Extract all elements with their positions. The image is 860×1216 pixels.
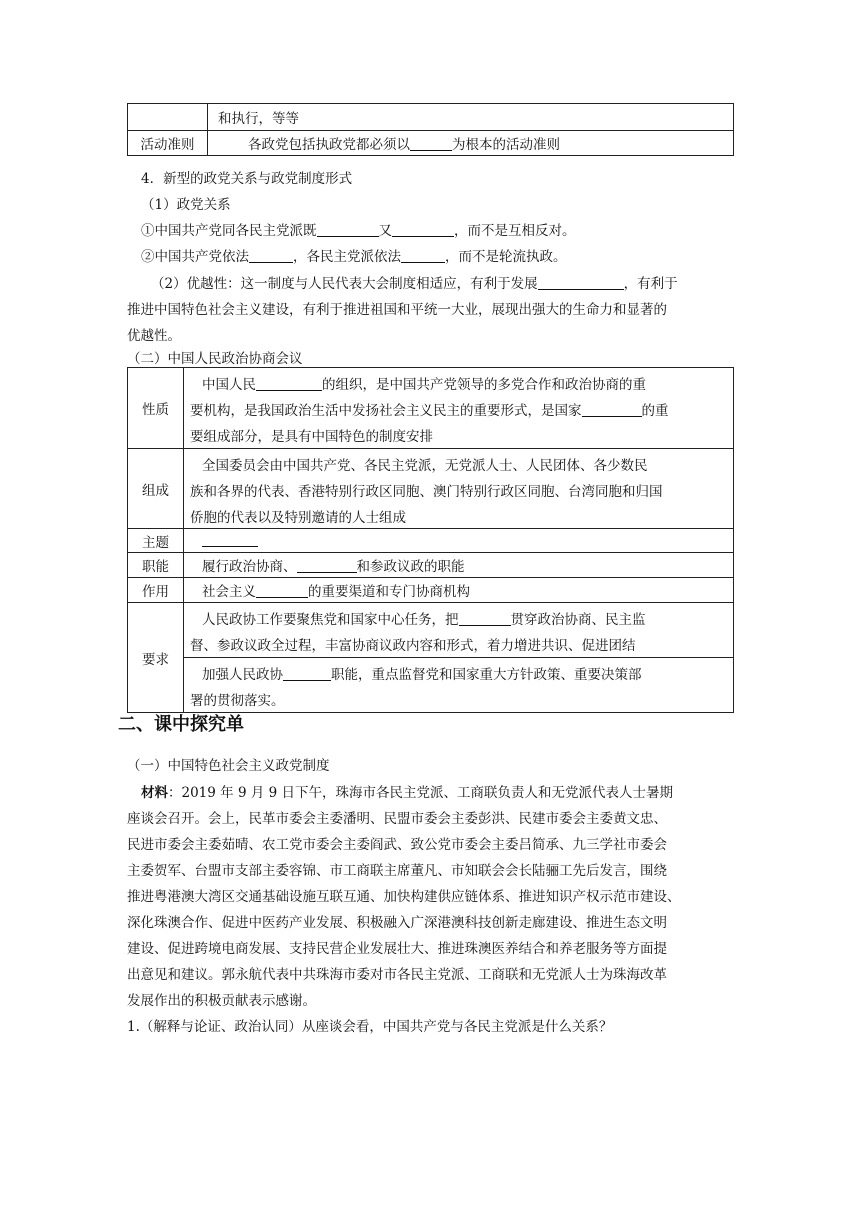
zucheng-text: 全国委员会由中国共产党、各民主党派，无党派人士、人民团体、各少数民 <box>202 458 648 474</box>
top-table-row2-text-b: 为根本的活动准则 <box>452 137 560 153</box>
fill-blank <box>392 223 454 237</box>
yaoqiu-text: 署的贯彻落实。 <box>190 693 285 709</box>
yaoqiu-text: 督、参政议政全过程，丰富协商议政内容和形式，着力增进共识、促进团结 <box>190 638 636 654</box>
material-text: ：2019 年 9 月 9 日下午，珠海市各民主党派、工商联负责人和无党派代表人士暑期 <box>168 785 673 801</box>
item1-text-b: 又 <box>378 223 392 239</box>
top-table-row2-content <box>208 131 734 156</box>
material-line: 民进市委会主委茹晴、农工党市委会主委阎武、致公党市委会主委吕简承、九三学社市委会 <box>127 837 667 853</box>
row-content-zucheng <box>184 449 734 529</box>
row-content-zhineng <box>184 553 734 578</box>
zuoyong-text: 社会主义 <box>202 584 256 600</box>
fill-blank <box>256 584 308 598</box>
row-label-zucheng: 组成 <box>128 449 184 529</box>
item2-text-b: ，各民主党派依法 <box>293 249 401 265</box>
fill-blank <box>256 377 322 391</box>
cppcc-heading: （二）中国人民政治协商会议 <box>127 351 303 367</box>
material-line-1 <box>141 781 673 801</box>
section4-item1 <box>141 219 576 239</box>
top-table-row2-text-a: 各政党包括执政党都必须以 <box>248 137 410 153</box>
top-table-row1-text: 和执行，等等 <box>208 104 734 131</box>
section4-sub2-line1 <box>151 272 678 292</box>
fill-blank <box>538 276 624 290</box>
fill-blank <box>249 249 293 263</box>
section4-item2 <box>141 245 567 265</box>
question-1: 1.（解释与论证、政治认同）从座谈会看，中国共产党与各民主党派是什么关系？ <box>127 1019 613 1035</box>
section4-sub2-line3: 优越性。 <box>127 328 181 344</box>
part2-title: 二、课中探究单 <box>118 714 244 735</box>
sub2-text-a: （2）优越性：这一制度与人民代表大会制度相适应，有利于发展 <box>151 276 538 292</box>
material-line: 出意见和建议。郭永航代表中共珠海市委对市各民主党派、工商联和无党派人士为珠海改革 <box>127 967 667 983</box>
zhineng-text: 和参政议政的职能 <box>356 559 465 575</box>
section4-sub1: （1）政党关系 <box>141 197 231 213</box>
item1-text-a: ①中国共产党同各民主党派既 <box>141 223 317 239</box>
row-label-yaoqiu: 要求 <box>128 603 184 713</box>
fill-blank <box>202 533 258 547</box>
material-label: 材料 <box>141 785 168 801</box>
sub2-text-b: ，有利于 <box>623 276 678 292</box>
fill-blank <box>401 249 445 263</box>
fill-blank <box>459 612 511 626</box>
fill-blank <box>317 223 379 237</box>
top-table-empty-cell <box>128 104 208 131</box>
fill-blank <box>410 137 452 151</box>
cppcc-table <box>127 367 734 713</box>
zucheng-text: 族和各界的代表、香港特别行政区同胞、澳门特别行政区同胞、台湾同胞和归国 <box>190 484 663 500</box>
fill-blank <box>297 559 357 573</box>
xingzhi-text: 要机构，是我国政治生活中发扬社会主义民主的重要形式，是国家 <box>190 403 582 419</box>
part2-sub: （一）中国特色社会主义政党制度 <box>127 758 330 774</box>
material-line: 建设、促进跨境电商发展、支持民营企业发展壮大、推进珠澳医养结合和养老服务等方面提 <box>127 941 667 957</box>
row-content-yaoqiu-1 <box>184 603 734 658</box>
row-content-zhuti <box>184 529 734 553</box>
section4-sub2-line2: 推进中国特色社会主义建设，有利于推进祖国和平统一大业，展现出强大的生命力和显著的 <box>127 302 667 318</box>
fill-blank <box>582 403 642 417</box>
material-line: 深化珠澳合作、促进中医药产业发展、积极融入广深港澳科技创新走廊建设、推进生态文明 <box>127 915 667 931</box>
top-table-row2-label: 活动准则 <box>128 131 208 156</box>
top-table <box>127 103 734 156</box>
row-label-zuoyong: 作用 <box>128 578 184 603</box>
row-content-xingzhi <box>184 368 734 449</box>
yaoqiu-text: 职能，重点监督党和国家重大方针政策、重要决策部 <box>331 667 642 683</box>
fill-blank <box>283 667 331 681</box>
zuoyong-text: 的重要渠道和专门协商机构 <box>308 584 470 600</box>
material-line: 主委贺军、台盟市支部主委容锦、市工商联主席董凡、市知联会会长陆骊工先后发言，围绕 <box>127 863 667 879</box>
material-line: 座谈会召开。会上，民革市委会主委潘明、民盟市委会主委彭洪、民建市委会主委黄文忠、 <box>127 811 667 827</box>
item2-text-a: ②中国共产党依法 <box>141 249 249 265</box>
yaoqiu-text: 贯穿政治协商、民主监 <box>510 612 646 628</box>
material-line: 推进粤港澳大湾区交通基础设施互联互通、加快构建供应链体系、推进知识产权示范市建设、 <box>127 889 681 905</box>
zucheng-text: 侨胞的代表以及特别邀请的人士组成 <box>190 510 406 526</box>
xingzhi-text: 中国人民 <box>202 377 256 393</box>
material-line: 发展作出的积极贡献表示感谢。 <box>127 993 316 1009</box>
item2-text-c: ，而不是轮流执政。 <box>445 249 567 265</box>
row-label-zhuti: 主题 <box>128 529 184 553</box>
yaoqiu-text: 人民政协工作要聚焦党和国家中心任务，把 <box>202 612 459 628</box>
row-label-zhineng: 职能 <box>128 553 184 578</box>
xingzhi-text: 要组成部分，是具有中国特色的制度安排 <box>190 429 433 445</box>
row-label-xingzhi: 性质 <box>128 368 184 449</box>
xingzhi-text: 的组织，是中国共产党领导的多党合作和政治协商的重 <box>322 377 646 393</box>
row-content-zuoyong <box>184 578 734 603</box>
section4-heading: 4．新型的政党关系与政党制度形式 <box>141 171 353 187</box>
yaoqiu-text: 加强人民政协 <box>202 667 283 683</box>
item1-text-c: ，而不是互相反对。 <box>454 223 576 239</box>
row-content-yaoqiu-2 <box>184 658 734 713</box>
zhineng-text: 履行政治协商、 <box>202 559 297 575</box>
xingzhi-text: 的重 <box>641 403 669 419</box>
